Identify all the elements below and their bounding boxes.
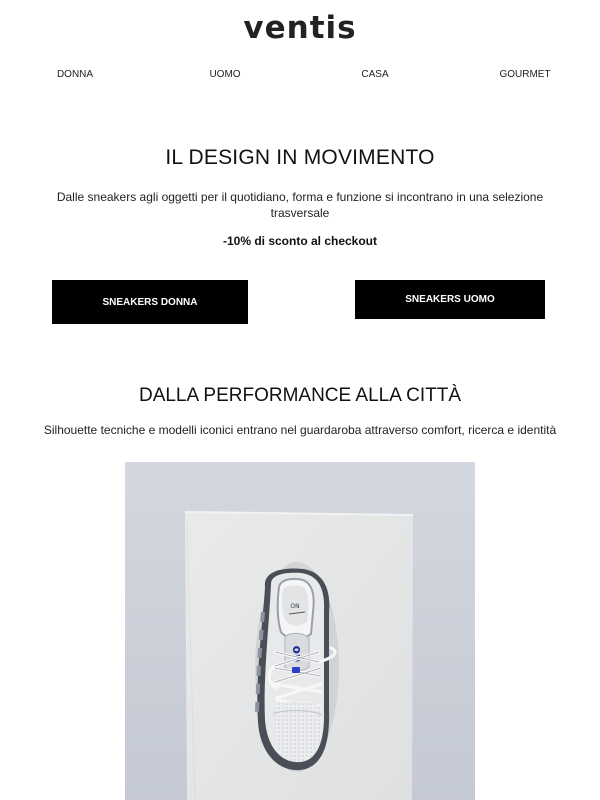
hero-subtitle: Dalle sneakers agli oggetti per il quotidiano, forma e funzione si incontrano in una selezione trasversale	[56, 190, 544, 220]
product-image[interactable]	[125, 462, 475, 800]
shoe-logo: on	[290, 645, 304, 663]
nav-item-gourmet[interactable]: GOURMET	[499, 69, 551, 80]
section-title: DALLA PERFORMANCE ALLA CITTÀ	[138, 385, 462, 406]
sneakers-donna-button[interactable]: SNEAKERS DONNA	[52, 280, 248, 324]
nav-item-uomo[interactable]: UOMO	[209, 69, 241, 80]
hero-title: IL DESIGN IN MOVIMENTO	[165, 146, 435, 169]
nav-item-casa[interactable]: CASA	[361, 69, 389, 80]
section-subtitle: Silhouette tecniche e modelli iconici entrano nel guardaroba attraverso comfort, ricerca e identità	[43, 423, 557, 437]
promo-text: -10% di sconto al checkout	[222, 234, 378, 248]
svg-text:ON: ON	[290, 603, 300, 610]
brand-logo[interactable]: ventis	[243, 10, 357, 46]
sneaker-illustration	[125, 462, 475, 800]
nav-item-donna[interactable]: DONNA	[56, 69, 94, 80]
main-nav	[0, 69, 600, 83]
sneakers-uomo-button[interactable]: SNEAKERS UOMO	[355, 280, 545, 319]
